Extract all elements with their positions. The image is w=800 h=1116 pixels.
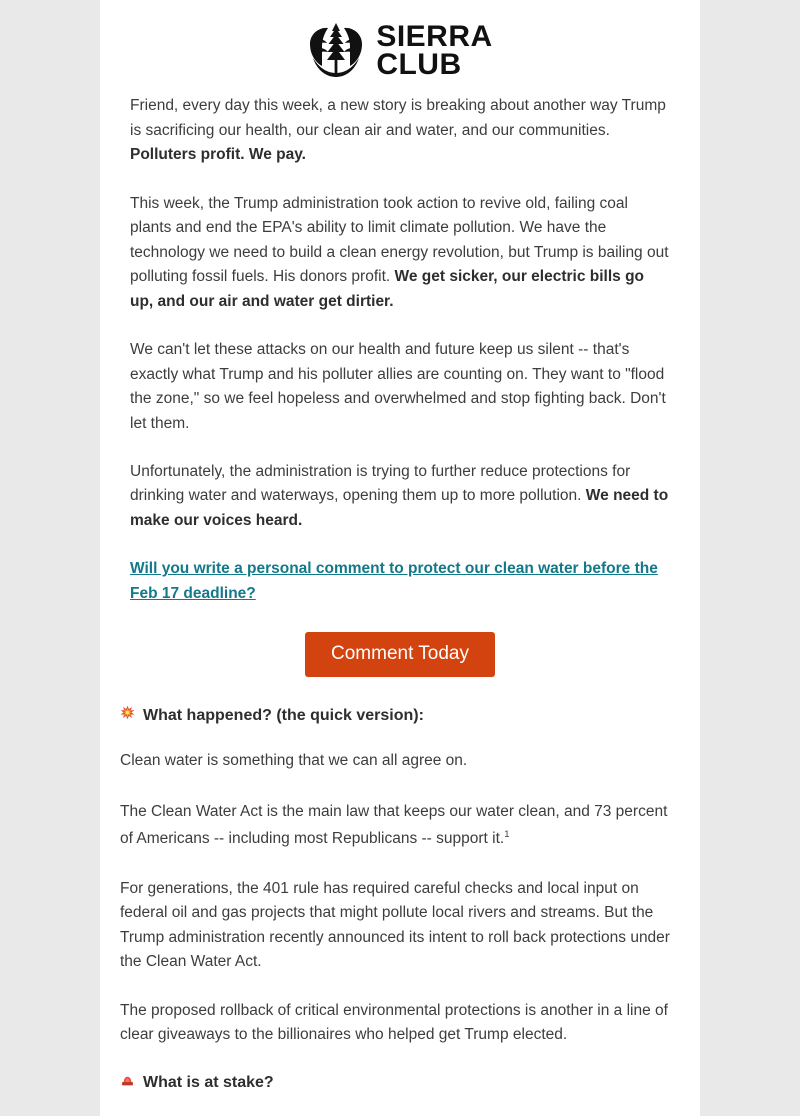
sierra-club-wordmark — [376, 20, 493, 81]
write-comment-link[interactable]: Will you write a personal comment to protect our clean water before the Feb 17 deadline? — [130, 560, 658, 602]
paragraph-intro — [130, 94, 670, 167]
call-to-action-link-paragraph — [130, 557, 670, 605]
section-heading-what-is-at-stake-label: What is at stake? — [143, 1073, 274, 1091]
paragraph-drinking-water-text: Unfortunately, the administration is trying to further reduce protections for drinking water and waterways, opening them up to more pollution. — [130, 463, 631, 505]
paragraph-drinking-water — [130, 460, 670, 533]
logo-line-sierra: SIERRA — [376, 20, 493, 53]
collision-emoji — [120, 705, 135, 720]
cta-button-container — [130, 632, 670, 677]
logo-line-club: CLUB — [376, 47, 462, 81]
paragraph-coal-plants-emphasis: We get sicker, our electric bills go up, and our air and water get dirtier. — [130, 268, 645, 310]
section-heading-what-is-at-stake — [120, 1072, 680, 1094]
paragraph-clean-water-agree: Clean water is something that we can all agree on. — [120, 752, 468, 770]
sequoia-tree-icon — [307, 22, 365, 78]
paragraph-coal-plants-text: This week, the Trump administration took action to revive old, failing coal plants and end the EPA's ability to limit climate pollution. We have the technology we need to build a clean energy revolution, but Trump is bailing out polluting fossil fuels. His donors profit. — [130, 194, 669, 286]
email-header — [100, 0, 700, 94]
paragraph-coal-plants — [130, 192, 670, 314]
email-detail-section — [100, 705, 700, 1094]
sierra-club-logo[interactable] — [307, 20, 493, 81]
paragraph-clean-water-act-support-text: The Clean Water Act is the main law that keeps our water clean, and 73 percent of Americans -- including most Republicans -- support it. — [120, 802, 668, 848]
paragraph-billionaire-giveaways: The proposed rollback of critical environmental protections is another in a line of clear giveaways to the billionaires who helped get Trump elected. — [120, 1001, 668, 1044]
paragraph-clean-water-act-support — [120, 798, 680, 853]
section-heading-what-happened — [120, 705, 680, 727]
paragraph-drinking-water-emphasis: We need to make our voices heard. — [130, 487, 669, 529]
comment-today-button[interactable]: Comment Today — [305, 632, 495, 677]
footnote-marker-1: 1 — [504, 828, 510, 840]
paragraph-intro-text: Friend, every day this week, a new story is breaking about another way Trump is sacrificing our health, our clean air and water, and our communities. — [130, 97, 666, 139]
rotating-light-emoji — [120, 1072, 135, 1087]
paragraph-flood-the-zone: We can't let these attacks on our health and future keep us silent -- that's exactly what Trump and his polluter allies are counting on. They want to "flood the zone," so we feel hopeless and overwhelmed and stop fighting back. Don't let them. — [130, 341, 666, 432]
section-heading-what-happened-label: What happened? (the quick version): — [143, 706, 424, 724]
email-body-card — [100, 0, 700, 1116]
email-intro-section — [100, 94, 700, 676]
paragraph-intro-emphasis: Polluters profit. We pay. — [130, 146, 306, 164]
paragraph-401-rule: For generations, the 401 rule has required careful checks and local input on federal oil and gas projects that might pollute local rivers and streams. But the Trump administration recently announced its intent to roll back protections under the Clean Water Act. — [120, 879, 670, 971]
